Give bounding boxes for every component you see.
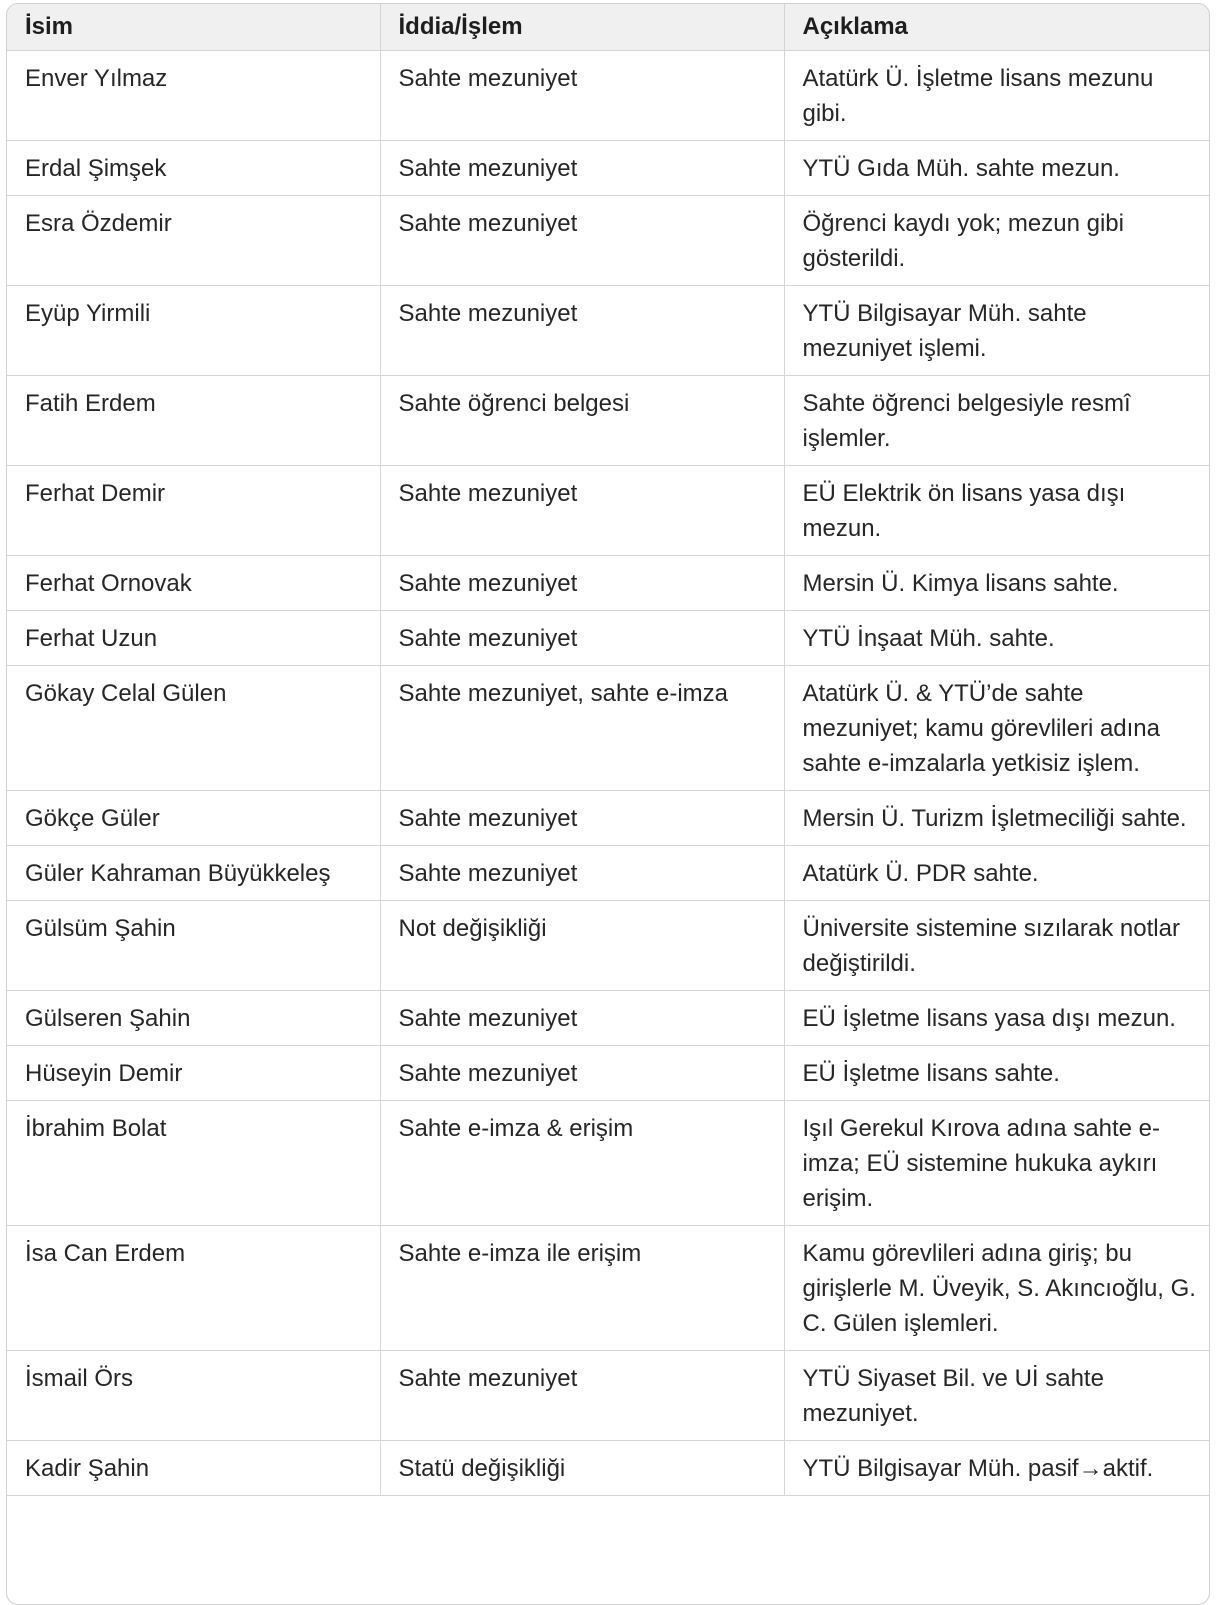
table-row [7, 666, 1209, 791]
cell-claim: Sahte e-imza & erişim [380, 1101, 784, 1226]
cell-name: Hüseyin Demir [7, 1046, 380, 1101]
cell-claim: Sahte e-imza ile erişim [380, 1226, 784, 1351]
cell-description: EÜ Elektrik ön lisans yasa dışı mezun. [784, 466, 1209, 556]
cell-description: Atatürk Ü. İşletme lisans mezunu gibi. [784, 51, 1209, 141]
cell-name: Erdal Şimşek [7, 141, 380, 196]
cell-claim: Sahte mezuniyet [380, 141, 784, 196]
table-row [7, 286, 1209, 376]
cell-name: Ferhat Demir [7, 466, 380, 556]
cell-description: YTÜ İnşaat Müh. sahte. [784, 611, 1209, 666]
cell-name: Gökay Celal Gülen [7, 666, 380, 791]
table-row [7, 611, 1209, 666]
table-row [7, 901, 1209, 991]
table-row [7, 556, 1209, 611]
cell-description: Atatürk Ü. & YTÜ’de sahte mezuniyet; kamu görevlileri adına sahte e-imzalarla yetkisiz işlem. [784, 666, 1209, 791]
cell-claim: Sahte mezuniyet [380, 196, 784, 286]
column-header-name: İsim [7, 4, 380, 51]
cell-claim: Statü değişikliği [380, 1441, 784, 1496]
table-row [7, 196, 1209, 286]
cell-description: Mersin Ü. Kimya lisans sahte. [784, 556, 1209, 611]
cell-name: Fatih Erdem [7, 376, 380, 466]
table-row [7, 846, 1209, 901]
cell-description: YTÜ Bilgisayar Müh. pasif→aktif. [784, 1441, 1209, 1496]
table-row [7, 1101, 1209, 1226]
records-table-container [6, 3, 1210, 1605]
cell-description: Kamu görevlileri adına giriş; bu girişlerle M. Üveyik, S. Akıncıoğlu, G. C. Gülen işlemleri. [784, 1226, 1209, 1351]
table-row [7, 51, 1209, 141]
cell-claim: Sahte mezuniyet [380, 556, 784, 611]
cell-claim: Sahte öğrenci belgesi [380, 376, 784, 466]
cell-name: Eyüp Yirmili [7, 286, 380, 376]
cell-name: Ferhat Uzun [7, 611, 380, 666]
table-row [7, 376, 1209, 466]
cell-description: Öğrenci kaydı yok; mezun gibi gösterildi. [784, 196, 1209, 286]
cell-name: İsa Can Erdem [7, 1226, 380, 1351]
cell-claim: Sahte mezuniyet [380, 991, 784, 1046]
cell-name: Gülseren Şahin [7, 991, 380, 1046]
cell-claim: Sahte mezuniyet [380, 846, 784, 901]
cell-claim: Sahte mezuniyet [380, 466, 784, 556]
cell-name: Enver Yılmaz [7, 51, 380, 141]
cell-description: Atatürk Ü. PDR sahte. [784, 846, 1209, 901]
cell-description: YTÜ Siyaset Bil. ve Uİ sahte mezuniyet. [784, 1351, 1209, 1441]
cell-claim: Sahte mezuniyet [380, 611, 784, 666]
cell-name: Gökçe Güler [7, 791, 380, 846]
cell-claim: Sahte mezuniyet [380, 1046, 784, 1101]
table-row [7, 1226, 1209, 1351]
cell-name: Esra Özdemir [7, 196, 380, 286]
cell-description: EÜ İşletme lisans sahte. [784, 1046, 1209, 1101]
cell-description: YTÜ Bilgisayar Müh. sahte mezuniyet işlemi. [784, 286, 1209, 376]
cell-description: Mersin Ü. Turizm İşletmeciliği sahte. [784, 791, 1209, 846]
cell-description: Sahte öğrenci belgesiyle resmî işlemler. [784, 376, 1209, 466]
cell-claim: Sahte mezuniyet [380, 51, 784, 141]
cell-claim: Sahte mezuniyet [380, 1351, 784, 1441]
table-row [7, 991, 1209, 1046]
cell-name: Ferhat Ornovak [7, 556, 380, 611]
cell-name: İbrahim Bolat [7, 1101, 380, 1226]
cell-description: Işıl Gerekul Kırova adına sahte e-imza; EÜ sistemine hukuka aykırı erişim. [784, 1101, 1209, 1226]
column-header-claim: İddia/İşlem [380, 4, 784, 51]
table-row [7, 791, 1209, 846]
cell-name: Gülsüm Şahin [7, 901, 380, 991]
table-row [7, 1441, 1209, 1496]
table-header-row [7, 4, 1209, 51]
cell-description: Üniversite sistemine sızılarak notlar değiştirildi. [784, 901, 1209, 991]
cell-name: İsmail Örs [7, 1351, 380, 1441]
cell-claim: Sahte mezuniyet [380, 791, 784, 846]
table-row [7, 141, 1209, 196]
cell-name: Kadir Şahin [7, 1441, 380, 1496]
records-table [7, 4, 1209, 1496]
table-row [7, 1046, 1209, 1101]
cell-description: YTÜ Gıda Müh. sahte mezun. [784, 141, 1209, 196]
cell-description: EÜ İşletme lisans yasa dışı mezun. [784, 991, 1209, 1046]
cell-name: Güler Kahraman Büyükkeleş [7, 846, 380, 901]
cell-claim: Sahte mezuniyet [380, 286, 784, 376]
column-header-description: Açıklama [784, 4, 1209, 51]
table-row [7, 1351, 1209, 1441]
cell-claim: Not değişikliği [380, 901, 784, 991]
cell-claim: Sahte mezuniyet, sahte e-imza [380, 666, 784, 791]
table-row [7, 466, 1209, 556]
